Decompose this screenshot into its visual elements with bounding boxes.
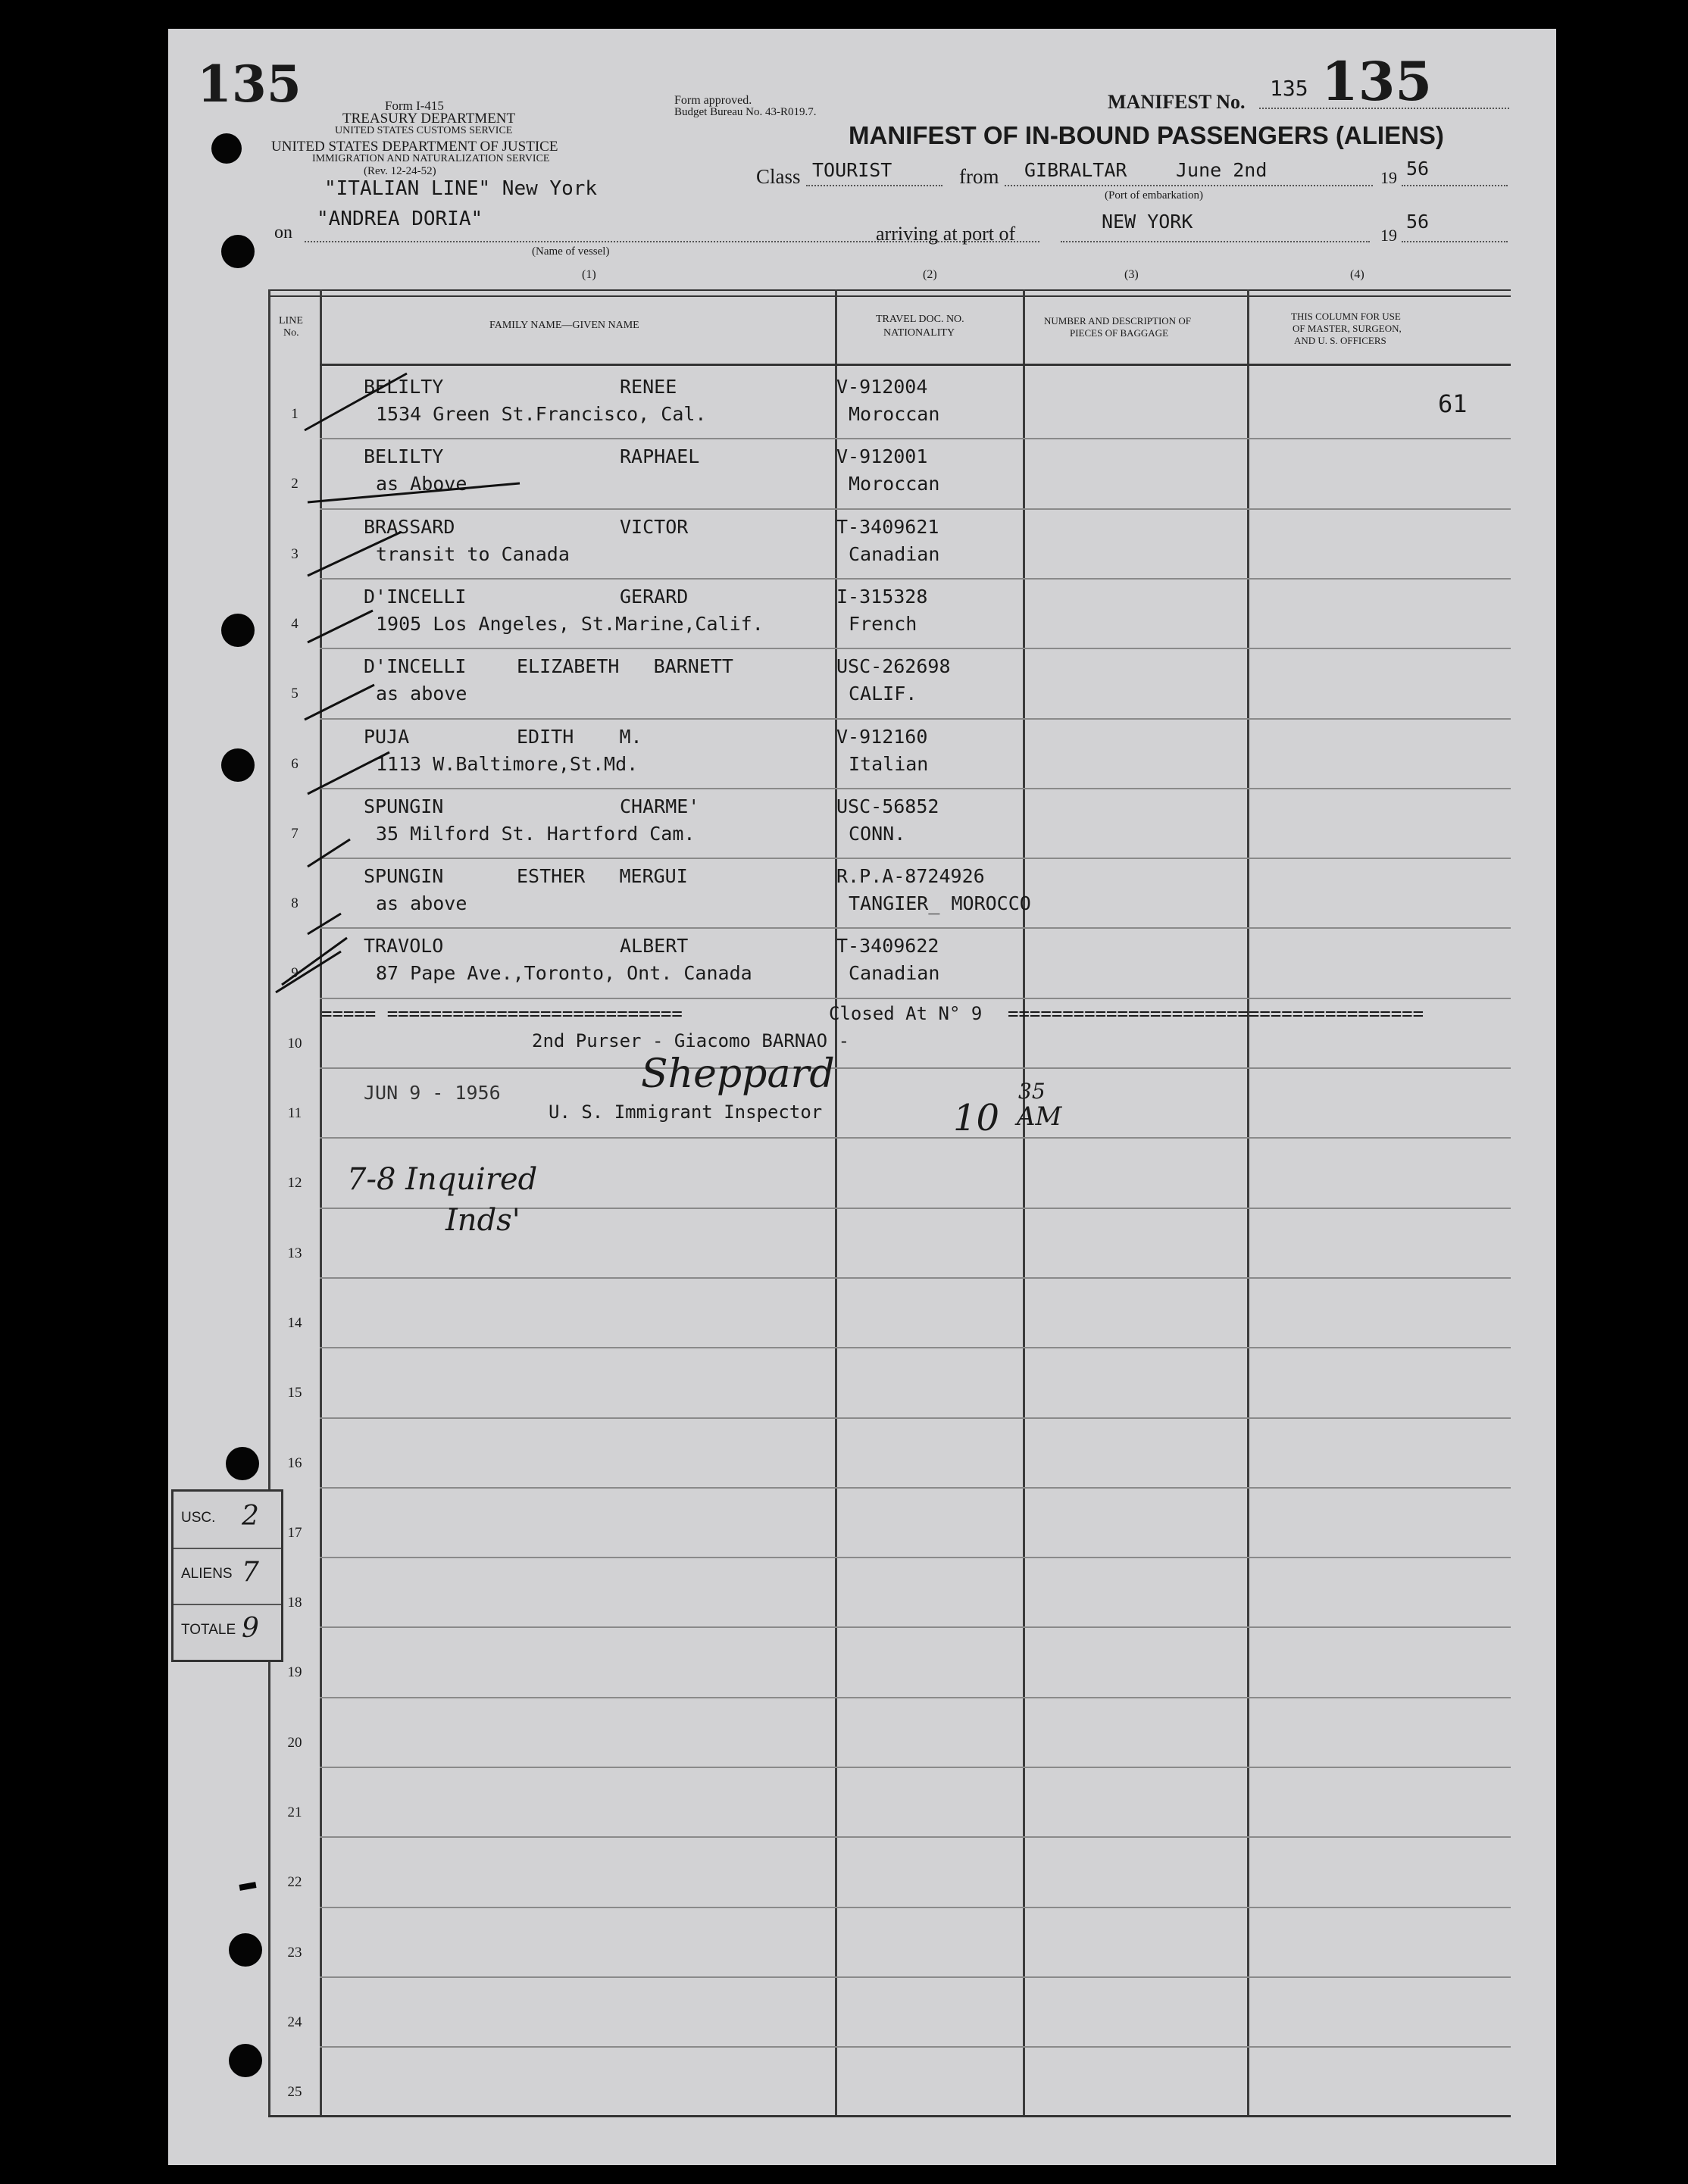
- passenger-family-name: BRASSARD: [364, 516, 455, 538]
- date-value: June 2nd: [1176, 159, 1268, 181]
- officer-column-header-1: THIS COLUMN FOR USE: [1291, 311, 1401, 322]
- tally-row-total: [173, 1604, 281, 1660]
- passenger-given-name: ESTHER MERGUI: [517, 865, 688, 887]
- passenger-nationality: Italian: [849, 753, 929, 775]
- doc-column-header-1: TRAVEL DOC. NO.: [876, 314, 964, 325]
- passenger-address: 1905 Los Angeles, St.Marine,Calif.: [376, 613, 764, 635]
- passenger-nationality: Canadian: [849, 543, 940, 565]
- on-label: on: [274, 223, 292, 242]
- passenger-travel-doc: R.P.A-8724926: [836, 865, 985, 887]
- line-number: 4: [291, 616, 299, 632]
- handwritten-note-2: Inds': [445, 1203, 520, 1238]
- line-number: 7: [291, 826, 299, 842]
- doc-column-header-2: NATIONALITY: [883, 327, 955, 339]
- line-number: 10: [287, 1036, 302, 1051]
- passenger-nationality: Moroccan: [849, 473, 940, 495]
- passenger-travel-doc: V-912160: [836, 726, 928, 748]
- inspector-label: U. S. Immigrant Inspector: [549, 1101, 823, 1123]
- line-number: 3: [291, 546, 299, 562]
- line-number: 14: [287, 1315, 302, 1331]
- arriving-year-prefix: 19: [1380, 226, 1397, 245]
- passenger-family-name: D'INCELLI: [364, 655, 467, 677]
- passenger-given-name: GERARD: [620, 586, 689, 608]
- manifest-sheet: [168, 29, 1556, 2165]
- line-number: 8: [291, 895, 299, 911]
- passenger-address: 35 Milford St. Hartford Cam.: [376, 823, 696, 845]
- officer-note: 61: [1438, 389, 1468, 418]
- passenger-address: 1534 Green St.Francisco, Cal.: [376, 403, 707, 425]
- line-number: 9: [291, 965, 299, 981]
- passenger-family-name: TRAVOLO: [364, 935, 444, 957]
- passenger-travel-doc: USC-262698: [836, 655, 951, 677]
- passenger-family-name: BELILTY: [364, 445, 444, 467]
- passenger-nationality: French: [849, 613, 917, 635]
- passenger-address: 1113 W.Baltimore,St.Md.: [376, 753, 639, 775]
- closed-line-left: ===== ===========================: [321, 1003, 683, 1024]
- inspection-date-stamp: JUN 9 - 1956: [364, 1082, 501, 1104]
- arriving-value: NEW YORK: [1102, 211, 1193, 233]
- budget-bureau: Budget Bureau No. 43-R019.7.: [674, 106, 817, 118]
- manifest-no-stamp: 135: [1321, 50, 1433, 113]
- ins-label: IMMIGRATION AND NATURALIZATION SERVICE: [312, 153, 550, 164]
- line-no-header-2: No.: [283, 327, 299, 339]
- arriving-year-value: 56: [1406, 211, 1430, 233]
- tally-usc-value: 2: [242, 1501, 259, 1532]
- from-value: GIBRALTAR: [1024, 159, 1127, 181]
- line-number: 15: [287, 1385, 302, 1401]
- inspection-time-ampm: AM: [1017, 1101, 1062, 1132]
- passenger-nationality: CALIF.: [849, 683, 917, 705]
- passenger-family-name: D'INCELLI: [364, 586, 467, 608]
- passenger-travel-doc: I-315328: [836, 586, 928, 608]
- passenger-nationality: Moroccan: [849, 403, 940, 425]
- handwritten-note-1: 7-8 Inquired: [347, 1162, 538, 1197]
- passenger-given-name: VICTOR: [620, 516, 689, 538]
- vessel-note: (Name of vessel): [532, 245, 610, 258]
- closed-line-right: ======================================: [1008, 1003, 1424, 1024]
- from-label: from: [959, 165, 999, 188]
- manifest-title: MANIFEST OF IN-BOUND PASSENGERS (ALIENS): [849, 121, 1444, 149]
- inspection-time-hour: 10: [953, 1097, 1000, 1139]
- vessel-name: "ANDREA DORIA": [317, 208, 483, 230]
- tally-total-value: 9: [242, 1613, 259, 1644]
- tally-total-label: TOTALE: [181, 1622, 236, 1638]
- passenger-travel-doc: T-3409621: [836, 516, 939, 538]
- line-number: 18: [287, 1595, 302, 1611]
- form-approved: Form approved.: [674, 94, 752, 107]
- tally-usc-label: USC.: [181, 1510, 216, 1526]
- tally-box: [171, 1489, 283, 1662]
- line-number: 16: [287, 1455, 302, 1471]
- passenger-given-name: ALBERT: [620, 935, 689, 957]
- passenger-travel-doc: V-912004: [836, 376, 928, 398]
- class-label: Class: [756, 165, 801, 188]
- column-number-1: (1): [582, 268, 596, 281]
- column-number-4: (4): [1350, 268, 1364, 281]
- tally-aliens-value: 7: [242, 1557, 259, 1588]
- manifest-no-typed: 135: [1270, 76, 1308, 101]
- tally-row-aliens: [173, 1548, 281, 1605]
- passenger-given-name: CHARME': [620, 795, 700, 817]
- passenger-nationality: Canadian: [849, 962, 940, 984]
- passenger-address: 87 Pape Ave.,Toronto, Ont. Canada: [376, 962, 752, 984]
- passenger-travel-doc: T-3409622: [836, 935, 939, 957]
- line-number: 21: [287, 1804, 302, 1820]
- passenger-address: transit to Canada: [376, 543, 570, 565]
- year-value: 56: [1406, 158, 1430, 180]
- passenger-nationality: TANGIER_ MOROCCO: [849, 892, 1031, 914]
- passenger-given-name: RENEE: [620, 376, 677, 398]
- passenger-family-name: BELILTY: [364, 376, 444, 398]
- line-company: "ITALIAN LINE" New York: [324, 177, 598, 200]
- line-number: 12: [287, 1175, 302, 1191]
- line-number: 22: [287, 1874, 302, 1890]
- line-number: 19: [287, 1664, 302, 1680]
- tally-row-usc: [173, 1492, 281, 1549]
- inspection-time-minutes: 35: [1018, 1079, 1046, 1104]
- closed-at-text: Closed At N° 9: [829, 1003, 983, 1024]
- treasury-label: TREASURY DEPARTMENT: [342, 111, 516, 127]
- passenger-given-name: ELIZABETH BARNETT: [517, 655, 733, 677]
- passenger-family-name: SPUNGIN: [364, 795, 444, 817]
- passenger-family-name: PUJA: [364, 726, 410, 748]
- passenger-nationality: CONN.: [849, 823, 906, 845]
- baggage-column-header-2: PIECES OF BAGGAGE: [1070, 327, 1169, 339]
- officer-column-header-3: AND U. S. OFFICERS: [1294, 335, 1386, 346]
- line-number: 13: [287, 1245, 302, 1261]
- line-number: 23: [287, 1945, 302, 1961]
- passenger-address: as above: [376, 683, 467, 705]
- doj-label: UNITED STATES DEPARTMENT OF JUSTICE: [271, 139, 558, 155]
- officer-column-header-2: OF MASTER, SURGEON,: [1293, 323, 1402, 334]
- year-prefix: 19: [1380, 168, 1397, 187]
- tally-aliens-label: ALIENS: [181, 1566, 233, 1582]
- class-value: TOURIST: [812, 159, 892, 181]
- column-number-3: (3): [1124, 268, 1139, 281]
- name-column-header: FAMILY NAME—GIVEN NAME: [489, 320, 639, 331]
- column-number-2: (2): [923, 268, 937, 281]
- line-number: 6: [291, 756, 299, 772]
- passenger-travel-doc: V-912001: [836, 445, 928, 467]
- line-number: 5: [291, 686, 299, 701]
- passenger-given-name: RAPHAEL: [620, 445, 700, 467]
- revision-label: (Rev. 12-24-52): [364, 165, 436, 177]
- passenger-address: as above: [376, 892, 467, 914]
- passenger-travel-doc: USC-56852: [836, 795, 939, 817]
- manifest-no-label: MANIFEST No.: [1108, 91, 1246, 113]
- line-number: 20: [287, 1735, 302, 1751]
- line-no-header-1: LINE: [279, 315, 303, 327]
- baggage-column-header-1: NUMBER AND DESCRIPTION OF: [1044, 315, 1191, 327]
- line-number: 25: [287, 2084, 302, 2100]
- line-number: 2: [291, 476, 299, 492]
- line-number: 17: [287, 1525, 302, 1541]
- purser-line: 2nd Purser - Giacomo BARNAO -: [532, 1030, 850, 1051]
- port-embarkation-note: (Port of embarkation): [1105, 189, 1203, 202]
- line-number: 1: [291, 406, 299, 422]
- form-number: Form I-415: [385, 98, 444, 113]
- inspector-signature: Sheppard: [641, 1051, 835, 1097]
- line-number: 24: [287, 2014, 302, 2030]
- passenger-given-name: EDITH M.: [517, 726, 642, 748]
- line-number: 11: [287, 1105, 302, 1121]
- passenger-family-name: SPUNGIN: [364, 865, 444, 887]
- customs-label: UNITED STATES CUSTOMS SERVICE: [335, 125, 513, 136]
- page-number-handwritten: 135: [197, 55, 302, 114]
- arriving-label: arriving at port of: [876, 223, 1016, 245]
- passenger-address: as Above: [376, 473, 467, 495]
